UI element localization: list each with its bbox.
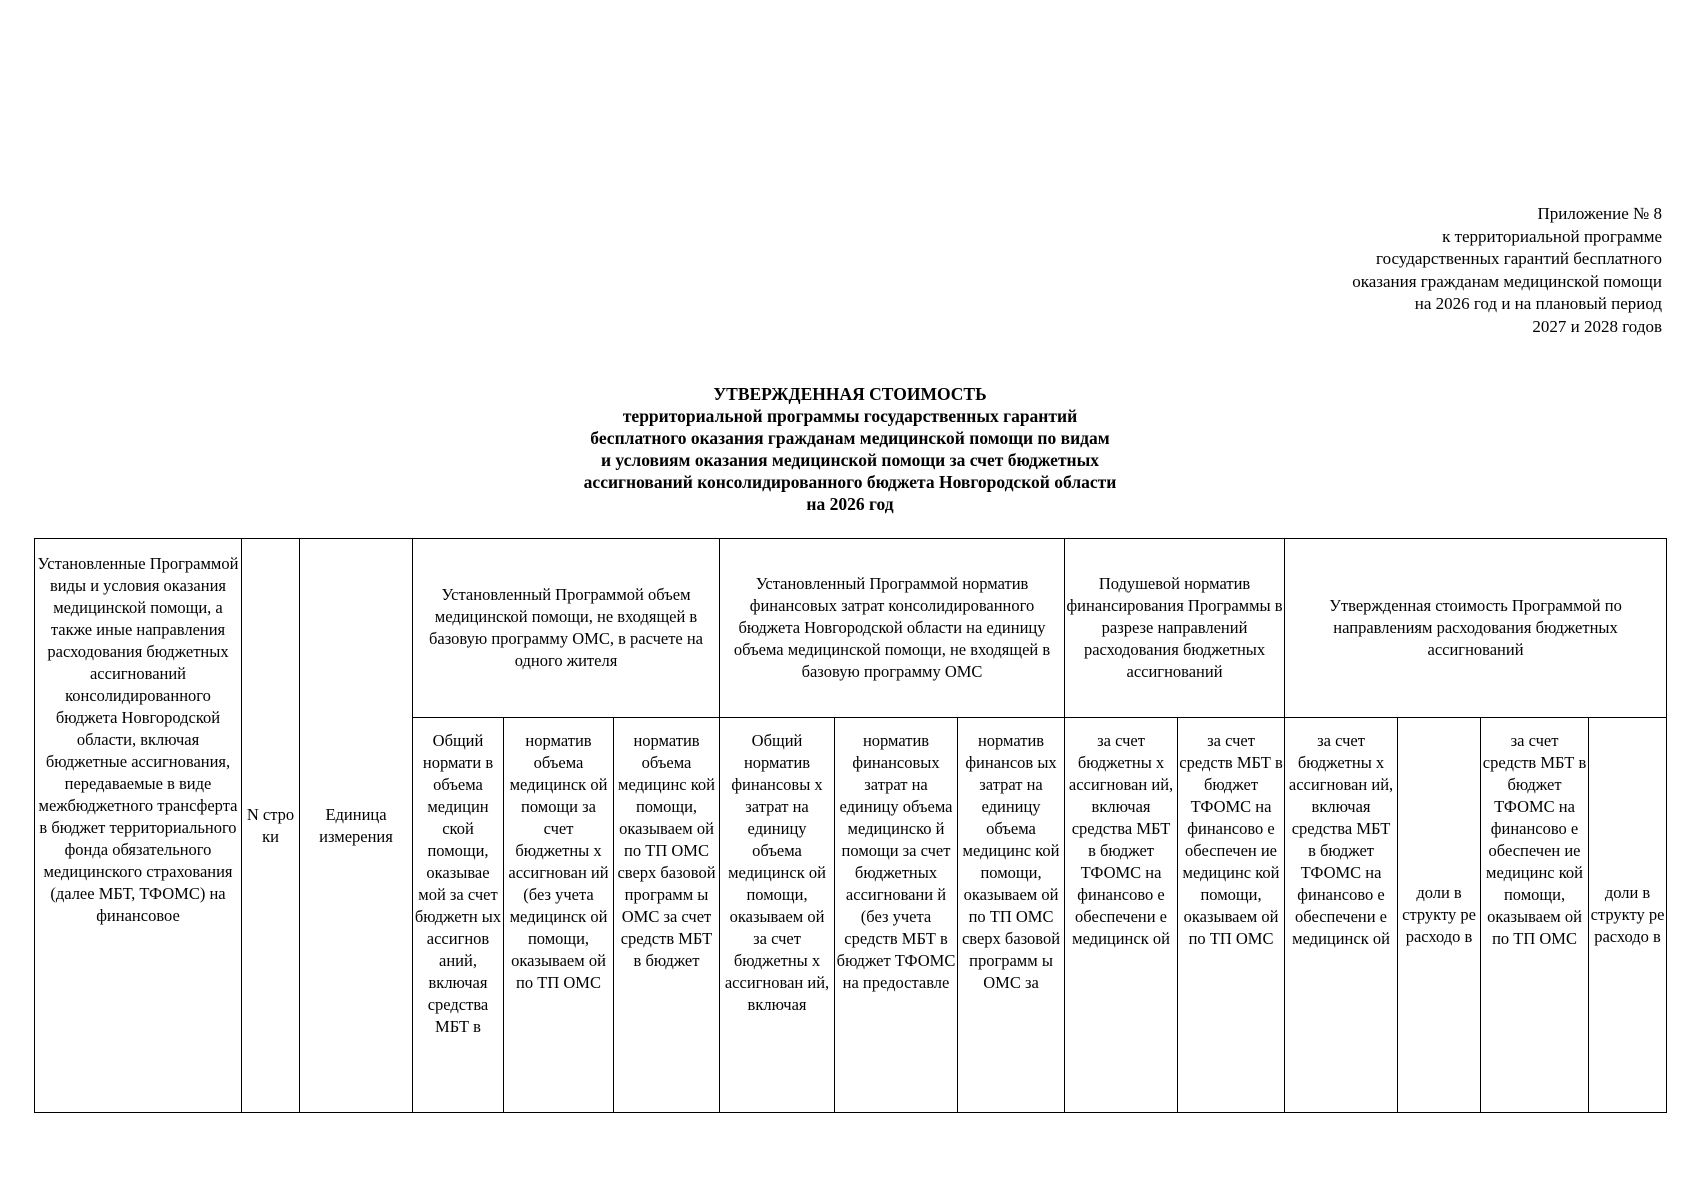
appendix-line: Приложение № 8 bbox=[1537, 204, 1662, 223]
header-percapita-budget: за счет бюджетны х ассигнован ий, включая средства МБТ в бюджет ТФОМС на финансово е обеспечени е медицинск ой bbox=[1065, 718, 1178, 1113]
header-kinds-of-care: Установленные Программой виды и условия оказания медицинской помощи, а также иные направления расходования бюджетных ассигнований консолидированного бюджета Новгородской области, включая бюджетные ассигнования, передаваемые в виде межбюджетного трансферта в бюджет территориального фонда обязательного медицинского страхования (далее МБТ, ТФОМС) на финансовое bbox=[35, 539, 242, 1113]
title-line: территориальной программы государственных гарантий bbox=[622, 406, 1078, 426]
header-volume-budget: норматив объема медицинск ой помощи за счет бюджетны х ассигнован ий (без учета медицинск ой помощи, оказываем ой по ТП ОМС bbox=[504, 718, 614, 1113]
header-row-number: N стро ки bbox=[242, 539, 300, 1113]
appendix-line: на 2026 год и на плановый период bbox=[1414, 294, 1662, 313]
header-approved-mbt: за счет средств МБТ в бюджет ТФОМС на финансово е обеспечен ие медицинс кой помощи, оказываем ой по ТП ОМС bbox=[1481, 718, 1589, 1113]
header-cost-group: Установленный Программой норматив финансовых затрат консолидированного бюджета Новгородской области на единицу объема медицинской помощи, не входящей в базовую программу ОМС bbox=[720, 539, 1065, 718]
appendix-line: государственных гарантий бесплатного bbox=[1376, 249, 1662, 268]
title-line: и условиям оказания медицинской помощи за счет бюджетных bbox=[600, 450, 1100, 470]
appendix-line: к территориальной программе bbox=[1442, 226, 1662, 246]
appendix-line: 2027 и 2028 годов bbox=[1532, 316, 1662, 336]
header-cost-budget: норматив финансовых затрат на единицу объема медицинско й помощи за счет бюджетных ассигновани й (без учета средств МБТ в бюджет ТФОМС на предоставле bbox=[835, 718, 958, 1113]
title-line: на 2026 год bbox=[806, 494, 894, 514]
title-heading: УТВЕРЖДЕННАЯ СТОИМОСТЬ bbox=[713, 384, 987, 404]
title-line: ассигнований консолидированного бюджета Новгородской области bbox=[583, 472, 1117, 492]
header-approved-group: Утвержденная стоимость Программой по направлениям расходования бюджетных ассигнований bbox=[1285, 539, 1667, 718]
header-approved-share-2: доли в структу ре расходо в bbox=[1589, 718, 1667, 1113]
title-line: бесплатного оказания гражданам медицинской помощи по видам bbox=[590, 428, 1110, 448]
cost-table bbox=[34, 538, 1667, 1113]
header-volume-total: Общий нормати в объема медицин ской помощи, оказывае мой за счет бюджетн ых ассигнов аний, включая средства МБТ в bbox=[413, 718, 504, 1113]
header-unit: Единица измерения bbox=[300, 539, 413, 1113]
header-percapita-mbt: за счет средств МБТ в бюджет ТФОМС на финансово е обеспечен ие медицинс кой помощи, оказываем ой по ТП ОМС bbox=[1178, 718, 1285, 1113]
header-cost-total: Общий норматив финансовы х затрат на единицу объема медицинск ой помощи, оказываем ой за счет бюджетны х ассигнован ий, включая bbox=[720, 718, 835, 1113]
header-approved-share-1: доли в структу ре расходо в bbox=[1398, 718, 1481, 1113]
header-percapita-group: Подушевой норматив финансирования Программы в разрезе направлений расходования бюджетных ассигнований bbox=[1065, 539, 1285, 718]
header-volume-group: Установленный Программой объем медицинской помощи, не входящей в базовую программу ОМС, в расчете на одного жителя bbox=[413, 539, 720, 718]
header-volume-oms: норматив объема медицинс кой помощи, оказываем ой по ТП ОМС сверх базовой программ ы ОМС за счет средств МБТ в бюджет bbox=[614, 718, 720, 1113]
appendix-line: оказания гражданам медицинской помощи bbox=[1352, 271, 1662, 291]
document-title bbox=[520, 383, 1180, 515]
header-cost-oms: норматив финансов ых затрат на единицу объема медицинс кой помощи, оказываем ой по ТП ОМС сверх базовой программ ы ОМС за bbox=[958, 718, 1065, 1113]
header-approved-budget: за счет бюджетны х ассигнован ий, включая средства МБТ в бюджет ТФОМС на финансово е обеспечени е медицинск ой bbox=[1285, 718, 1398, 1113]
appendix-note bbox=[1352, 203, 1662, 338]
